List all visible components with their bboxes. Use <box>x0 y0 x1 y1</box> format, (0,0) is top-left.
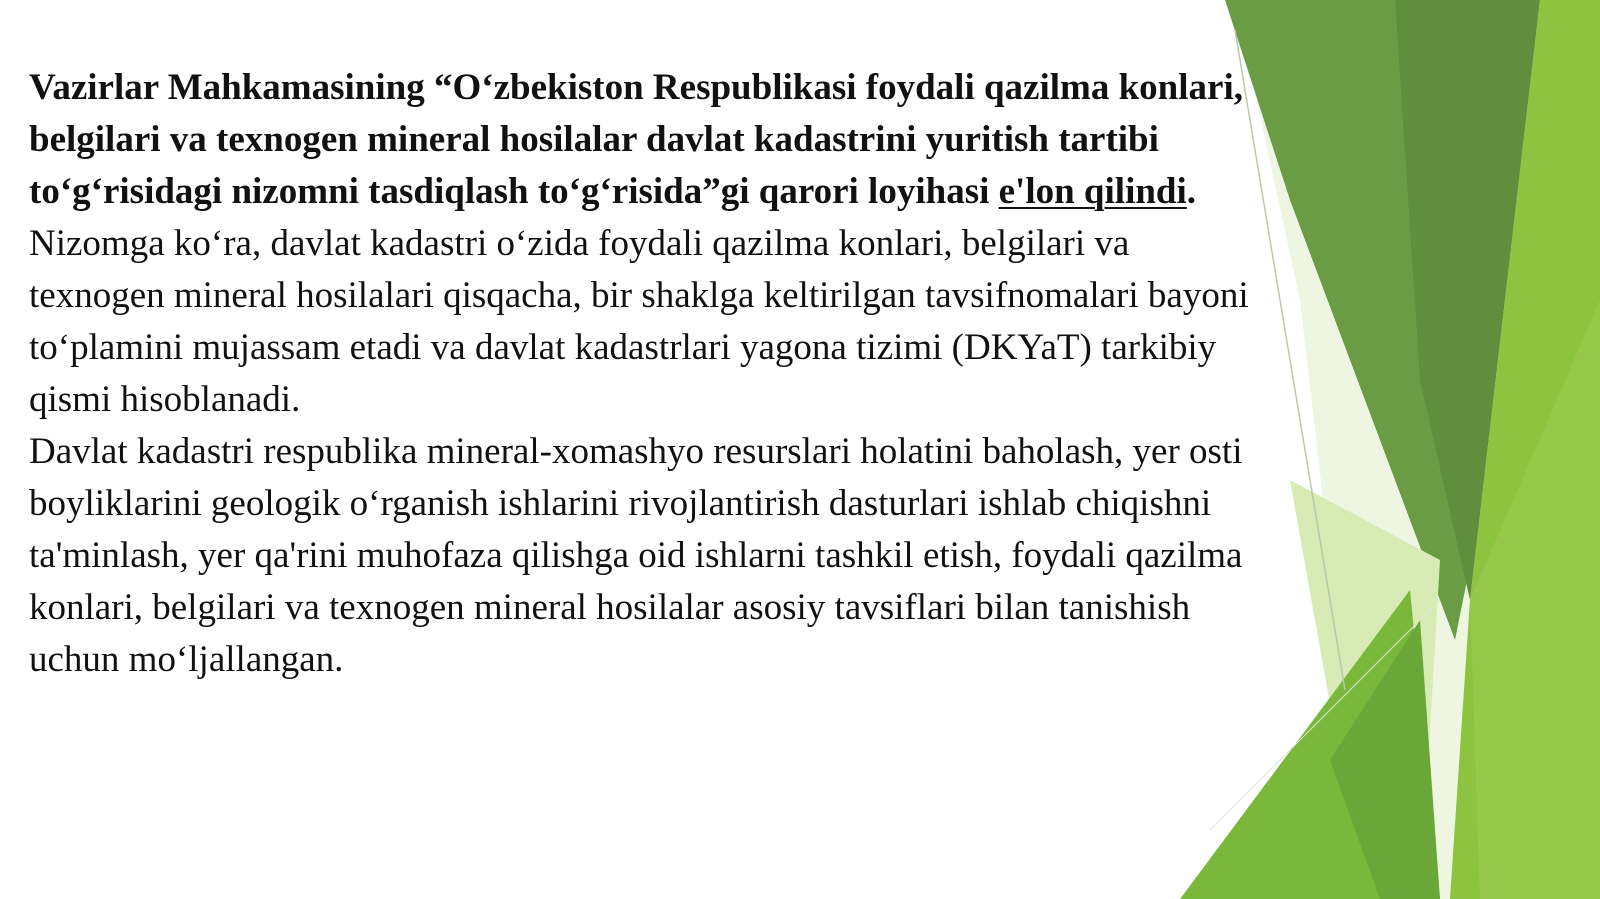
heading-text: Vazirlar Mahkamasining “O‘zbekiston Respublikasi foydali qazilma konlari, belgilari va texnogen mineral hosilalar davlat kadastrini yuritish tartibi to‘g‘risidagi nizomni tasdiqlash to‘g‘risida”gi qarori loyihasi <box>29 67 1243 212</box>
announced-link[interactable]: e'lon qilindi <box>998 171 1187 212</box>
heading-paragraph <box>29 62 1249 218</box>
heading-end-punctuation: . <box>1186 171 1197 212</box>
text-content <box>29 62 1249 686</box>
body-paragraph-2: Davlat kadastri respublika mineral-xomashyo resurslari holatini baholash, yer osti boyliklarini geologik o‘rganish ishlarini rivojlantirish dasturlari ishlab chiqishni ta'minlash, yer qa'rini muhofaza qilishga oid ishlarni tashkil etish, foydali qazilma konlari, belgilari va texnogen mineral hosilalar asosiy tavsiflari bilan tanishish uchun mo‘ljallangan. <box>29 431 1243 680</box>
body-paragraph-1: Nizomga ko‘ra, davlat kadastri o‘zida foydali qazilma konlari, belgilari va texnogen mineral hosilalari qisqacha, bir shaklga keltirilgan tavsifnomalari bayoni to‘plamini mujassam etadi va davlat kadastrlari yagona tizimi (DKYaT) tarkibiy qismi hisoblanadi. <box>29 223 1249 420</box>
